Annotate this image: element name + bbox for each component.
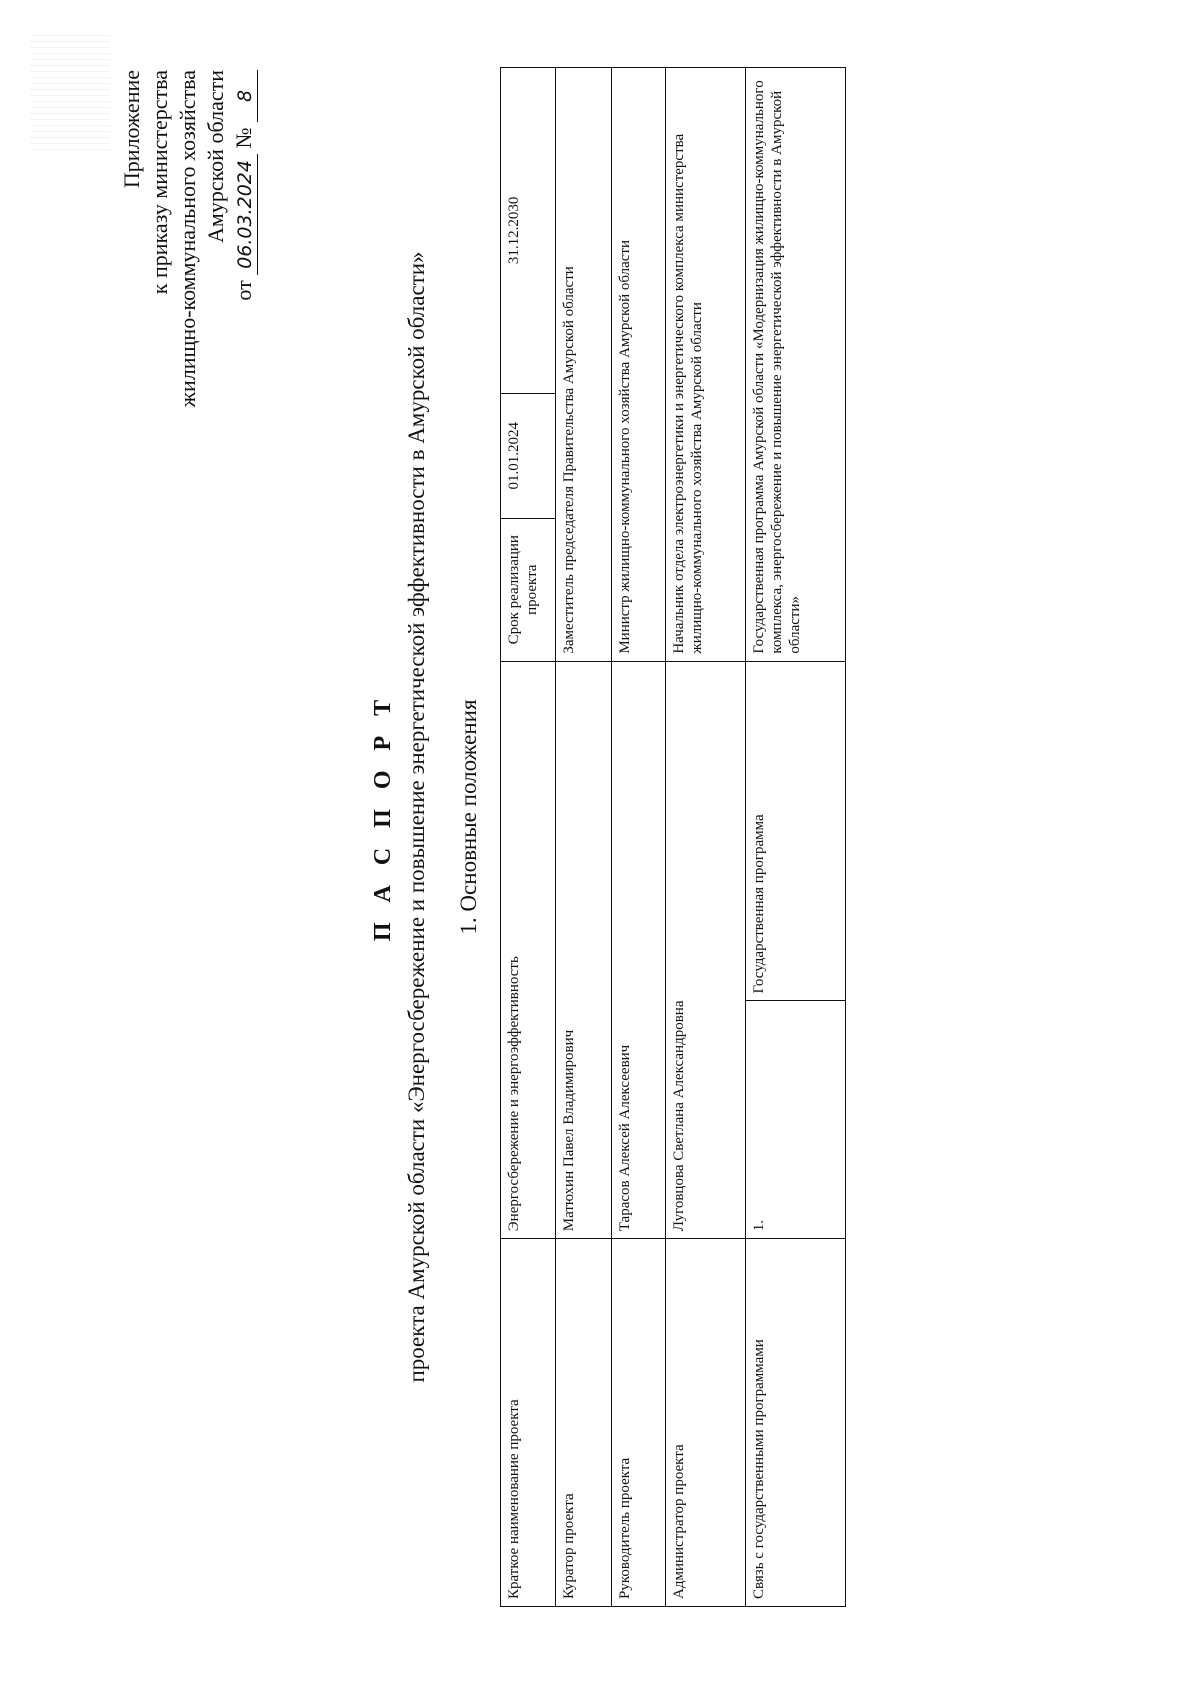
section-heading: 1. Основные положения: [456, 699, 481, 935]
date-value: 06.03.2024: [233, 154, 258, 275]
period-label: Срок реализации проекта: [501, 518, 556, 661]
curator-position: Заместитель председателя Правительства Амурской области: [556, 68, 612, 662]
table-row-short-name: [501, 68, 556, 1607]
admin-position: Начальник отдела электроэнергетики и энергетического комплекса министерства жилищно-коммунального хозяйства Амурской области: [666, 68, 746, 662]
approval-block: [118, 70, 258, 407]
approval-date-row: [230, 70, 258, 407]
period-start: 01.01.2024: [501, 393, 556, 518]
approval-line-2: к приказу министерства: [147, 70, 172, 295]
link-label: Связь с государственными программами: [746, 1239, 846, 1607]
date-prefix: от: [231, 280, 256, 301]
table-row-admin: [666, 68, 746, 1607]
scan-artifact: [30, 30, 110, 150]
head-position: Министр жилищно-коммунального хозяйства Амурской области: [612, 68, 666, 662]
head-name: Тарасов Алексей Алексеевич: [612, 661, 666, 1239]
link-number: 1.: [746, 1001, 846, 1239]
short-name-value: Энергосбережение и энергоэффективность: [501, 661, 556, 1239]
curator-label: Куратор проекта: [556, 1239, 612, 1607]
number-value: 8: [233, 70, 258, 122]
table-row-program-link: [746, 68, 846, 1607]
admin-label: Администратор проекта: [666, 1239, 746, 1607]
short-name-label: Краткое наименование проекта: [501, 1239, 556, 1607]
head-label: Руководитель проекта: [612, 1239, 666, 1607]
admin-name: Луговцова Светлана Александровна: [666, 661, 746, 1239]
document-title: П А С П О Р Т: [370, 692, 396, 942]
approval-line-1: Приложение: [119, 70, 144, 189]
number-label: №: [231, 127, 256, 149]
curator-name: Матюхин Павел Владимирович: [556, 661, 612, 1239]
period-end: 31.12.2030: [501, 68, 556, 394]
table-row-curator: [556, 68, 612, 1607]
approval-line-3: жилищно-коммунального хозяйства: [175, 70, 200, 408]
table-row-head: [612, 68, 666, 1607]
link-program: Государственная программа Амурской области «Модернизация жилищно-коммунального комплекса, энергосбережение и повышение энергетической эффективности в Амурской области»: [746, 68, 846, 662]
link-type: Государственная программа: [746, 661, 846, 1001]
document-subtitle: проекта Амурской области «Энергосбережение и повышение энергетической эффективности в Амурской области»: [404, 251, 429, 1383]
approval-line-4: Амурской области: [203, 70, 228, 243]
passport-table: [500, 67, 846, 1607]
